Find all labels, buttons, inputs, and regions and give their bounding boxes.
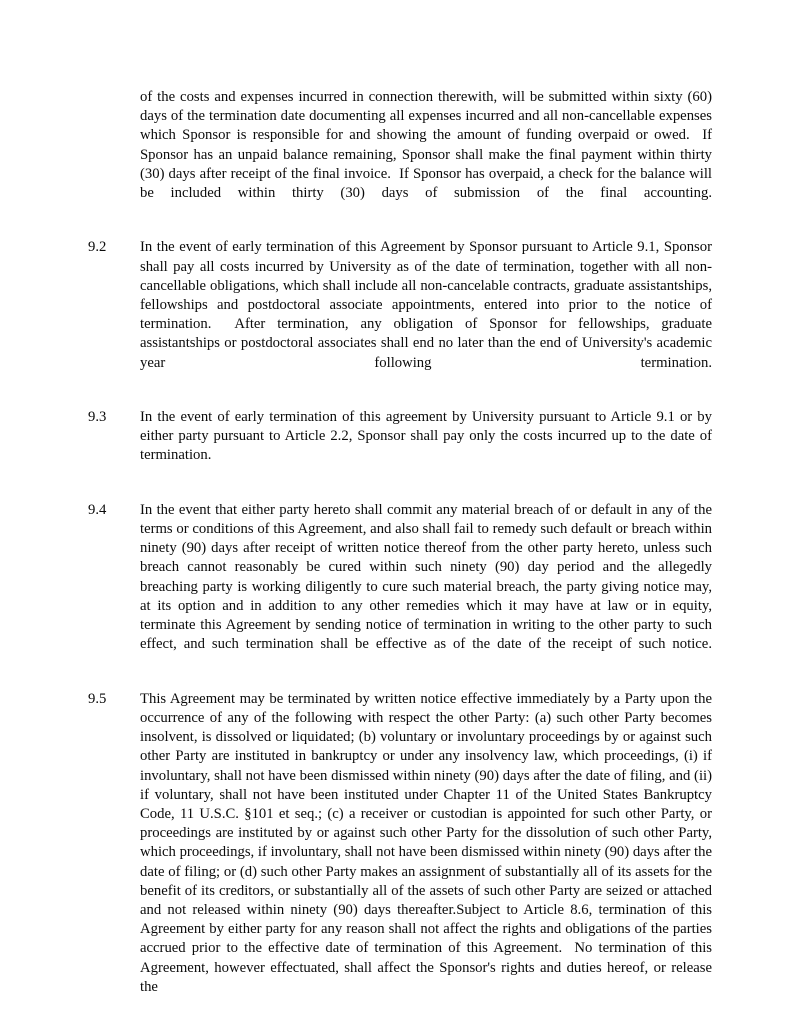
paragraph-text: In the event of early termination of this Agreement by Sponsor pursuant to Article 9.1, Sponsor shall pay all costs incurred by University as of the date of termination, together with all non-cancellable obligations, which shall include all non-cancelable contracts, graduate assistantships, fellowships and postdoctoral associate appointments, entered into prior to the notice of termination. After termination, any obligation of Sponsor for fellowships, graduate assistantships or postdoctoral associates shall end no later than the end of University's academic year following termination. <box>140 239 716 371</box>
paragraph-number: 9.2 <box>88 239 107 256</box>
paragraph-number: 9.4 <box>88 501 107 518</box>
paragraph-number: 9.5 <box>88 690 107 707</box>
paragraph-9.5 <box>88 690 716 1016</box>
paragraph-9.4 <box>88 501 720 674</box>
paragraph-number: 9.3 <box>88 409 107 426</box>
paragraph-continuation <box>88 88 716 222</box>
paragraph-text: of the costs and expenses incurred in connection therewith, will be submitted within sixty (60) days of the termination date documenting all expenses incurred and all non-cancellable expenses which Sponsor is responsible for and showing the amount of funding overpaid or owed. If Sponsor has an unpaid balance remaining, Sponsor shall make the final payment within thirty (30) days after receipt of the final invoice. If Sponsor has overpaid, a check for the balance will be included within thirty (30) days of submission of the final accounting. <box>140 89 716 202</box>
paragraph-9.2 <box>88 238 716 392</box>
paragraph-text: In the event of early termination of this agreement by University pursuant to Article 9.1 or by either party pursuant to Article 2.2, Sponsor shall pay only the costs incurred up to the date of termination. <box>140 409 716 464</box>
paragraph-9.3 <box>88 408 716 485</box>
paragraph-text: In the event that either party hereto shall commit any material breach of or default in any of the terms or conditions of this Agreement, and also shall fail to remedy such default or breach within ninety (90) days after receipt of written notice thereof from the other party hereto, unless such breach cannot reasonably be cured within such ninety (90) day period and the allegedly breaching party is working diligently to cure such material breach, the party giving notice may, at its option and in addition to any other remedies which it may have at law or in equity, terminate this Agreement by sending notice of termination in writing to the other party to such effect, and such termination shall be effective as of the date of the receipt of such notice. <box>140 501 720 653</box>
paragraph-text: This Agreement may be terminated by written notice effective immediately by a Party upon the occurrence of any of the following with respect the other Party: (a) such other Party becomes insolvent, is dissolved or liquidated; (b) voluntary or involuntary proceedings by or against such other Party are instituted in bankruptcy or under any insolvency law, which proceedings, (i) if involuntary, shall not have been dismissed within ninety (90) days after the date of filing, and (ii) if voluntary, shall not have been instituted under Chapter 11 of the United States Bankruptcy Code, 11 U.S.C. §101 et seq.; (c) a receiver or custodian is appointed for such other Party, or proceedings are instituted by or against such other Party for the dissolution of such other Party, which proceedings, if involuntary, shall not have been dismissed within ninety (90) days after the date of filing; or (d) such other Party makes an assignment of substantially all of its assets for the benefit of its creditors, or substantially all of the assets of such other Party are seized or attached and not released within ninety (90) days thereafter.Subject to Article 8.6, termination of this Agreement by either party for any reason shall not affect the rights and obligations of the parties accrued prior to the effective date of termination of this Agreement. No termination of this Agreement, however effectuated, shall affect the Sponsor's rights and duties hereof, or release the <box>140 690 716 995</box>
document-text-column <box>88 88 720 1016</box>
